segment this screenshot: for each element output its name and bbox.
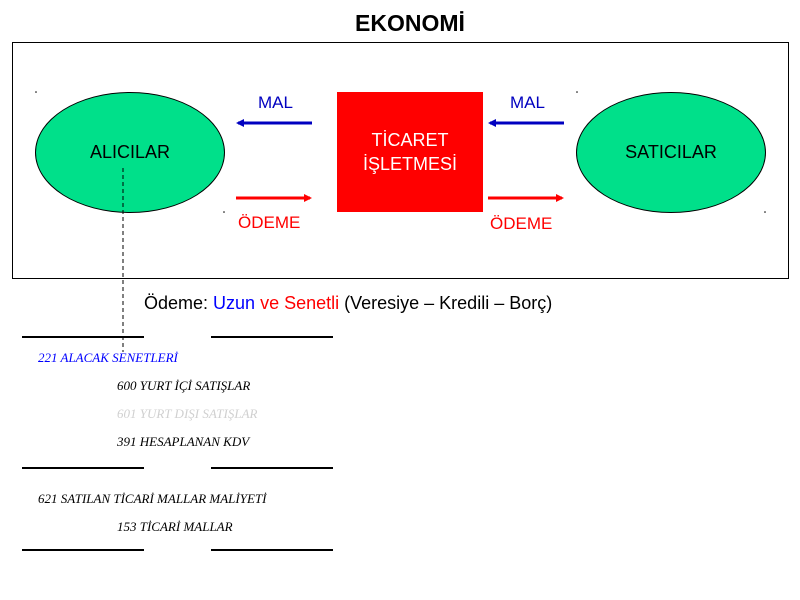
payment-label-right: ÖDEME — [490, 214, 553, 233]
trading-business-line-2: İŞLETMESİ — [362, 154, 458, 174]
goods-label-left: MAL — [258, 93, 293, 112]
corner-dot — [764, 211, 766, 213]
payment-long-term: Uzun — [213, 293, 256, 313]
corner-dot — [35, 91, 37, 93]
entry1-credit-export: 601 YURT DIŞI SATIŞLAR — [117, 406, 258, 421]
sellers-label: SATICILAR — [625, 142, 717, 162]
entry1-debit: 221 ALACAK SENETLERİ — [38, 350, 178, 365]
journal-rule-left — [22, 549, 144, 551]
corner-dot — [576, 91, 578, 93]
payment-prefix: Ödeme: — [144, 293, 214, 313]
corner-dot — [223, 211, 225, 213]
trading-business-line-1: TİCARET — [371, 130, 449, 150]
entry1-credit-domestic: 600 YURT İÇİ SATIŞLAR — [117, 378, 251, 393]
buyers-label: ALICILAR — [89, 142, 171, 162]
payment-conjunction: ve — [255, 293, 285, 313]
entry1-credit-vat: 391 HESAPLANAN KDV — [117, 434, 250, 449]
payment-terms — [144, 293, 552, 314]
page-title: EKONOMİ — [355, 10, 465, 36]
journal-rule-right — [211, 467, 333, 469]
journal-rule-left — [22, 467, 144, 469]
payment-suffix: (Veresiye – Kredili – Borç) — [339, 293, 553, 313]
entry2-debit: 621 SATILAN TİCARİ MALLAR MALİYETİ — [38, 491, 267, 506]
goods-label-right: MAL — [510, 93, 545, 112]
journal-rule-right — [211, 336, 333, 338]
entry2-credit: 153 TİCARİ MALLAR — [117, 519, 233, 534]
journal-rule-right — [211, 549, 333, 551]
payment-notes: Senetli — [284, 293, 340, 313]
journal-rule-left — [22, 336, 144, 338]
payment-label-left: ÖDEME — [238, 213, 301, 232]
